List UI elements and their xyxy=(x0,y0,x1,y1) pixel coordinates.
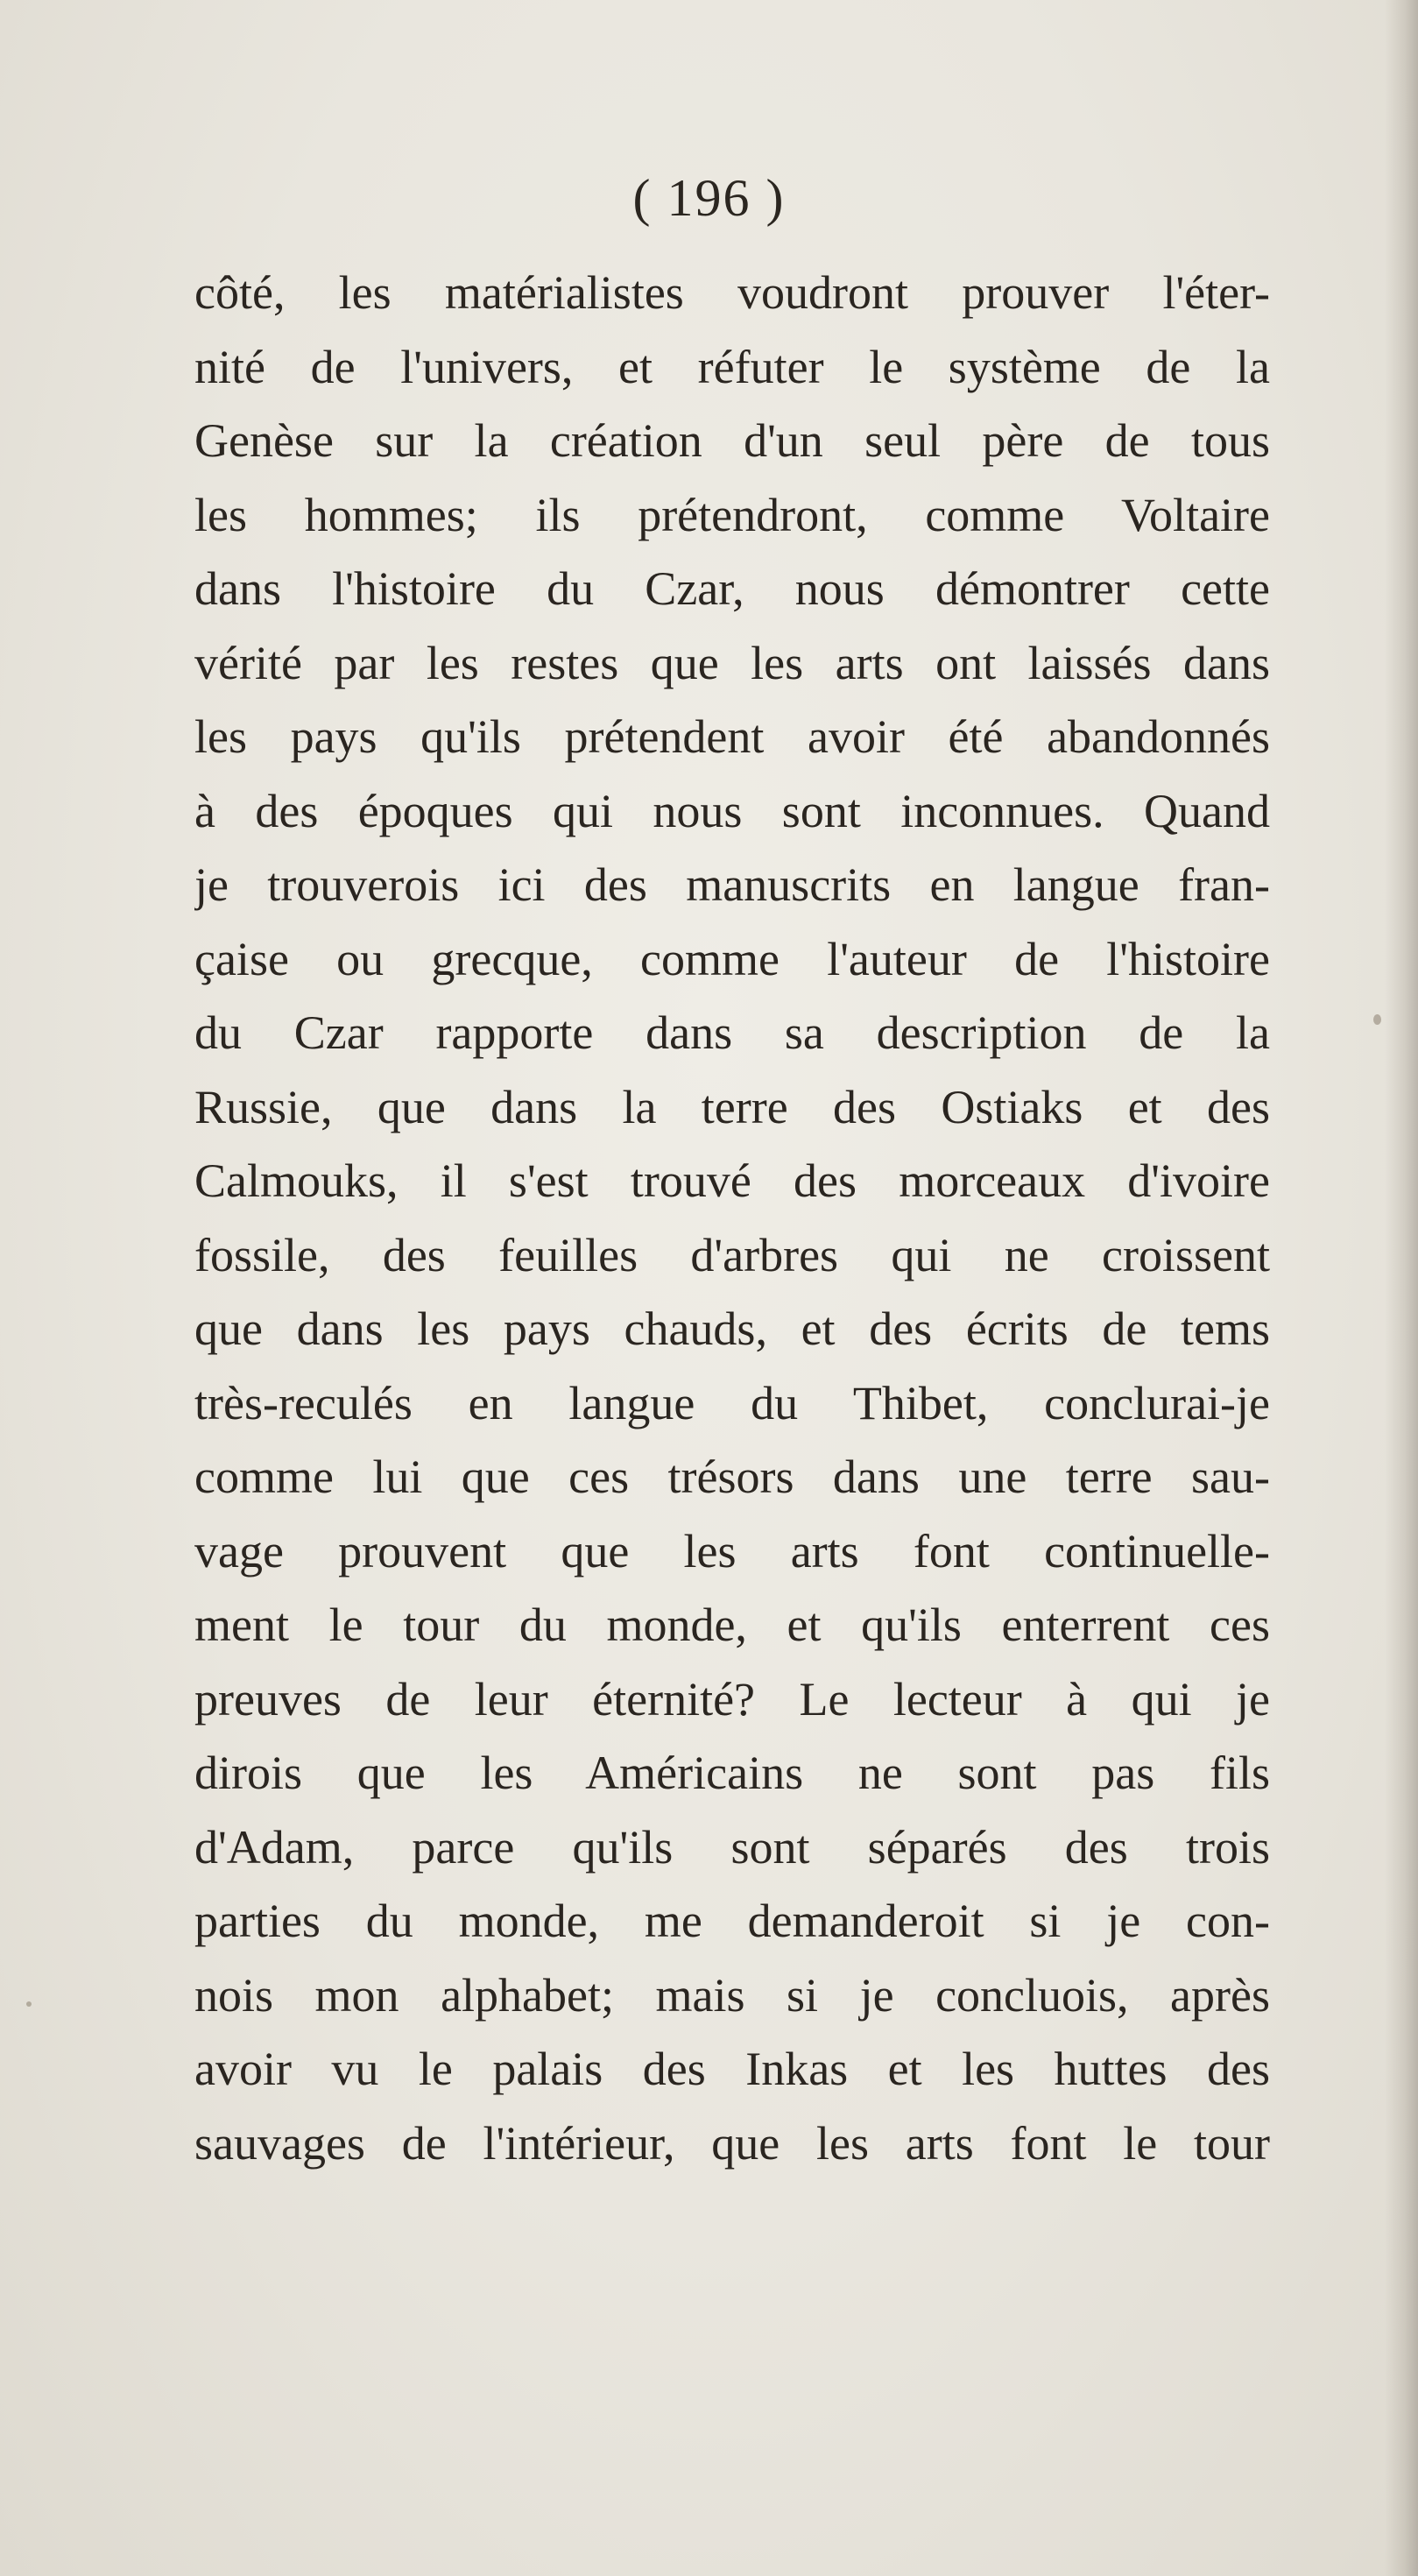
text-line: les hommes; ils prétendront, comme Voltaire xyxy=(194,488,1270,541)
text-line: du Czar rapporte dans sa description de la xyxy=(194,1006,1270,1059)
text-line: que dans les pays chauds, et des écrits de tems xyxy=(194,1302,1270,1355)
text-line: dirois que les Américains ne sont pas fils xyxy=(194,1747,1270,1799)
text-line: vérité par les restes que les arts ont laissés dans xyxy=(194,636,1270,689)
body-text xyxy=(194,256,1270,2180)
text-line: ment le tour du monde, et qu'ils enterrent ces xyxy=(194,1599,1270,1651)
text-line: comme lui que ces trésors dans une terre sau- xyxy=(194,1450,1270,1503)
text-line: à des époques qui nous sont inconnues. Quand xyxy=(194,784,1270,837)
text-line: Calmouks, il s'est trouvé des morceaux d'ivoire xyxy=(194,1154,1270,1207)
text-line: très-reculés en langue du Thibet, conclurai-je xyxy=(194,1376,1270,1429)
text-line: je trouverois ici des manuscrits en langue fran- xyxy=(194,858,1270,911)
text-line: parties du monde, me demanderoit si je con- xyxy=(194,1895,1270,1947)
text-line: Genèse sur la création d'un seul père de tous xyxy=(194,414,1270,467)
text-line: les pays qu'ils prétendent avoir été abandonnés xyxy=(194,710,1270,763)
text-line: vage prouvent que les arts font continuelle- xyxy=(194,1524,1270,1577)
text-line: sauvages de l'intérieur, que les arts font le tour xyxy=(194,2116,1270,2170)
text-line: preuves de leur éternité? Le lecteur à qui je xyxy=(194,1672,1270,1726)
text-line: nois mon alphabet; mais si je concluois, après xyxy=(194,1968,1270,2022)
text-line: fossile, des feuilles d'arbres qui ne croissent xyxy=(194,1228,1270,1281)
page-number-header: ( 196 ) xyxy=(632,169,786,227)
paper-speck xyxy=(26,2001,32,2007)
text-line: avoir vu le palais des Inkas et les huttes des xyxy=(194,2043,1270,2095)
text-line: dans l'histoire du Czar, nous démontrer cette xyxy=(194,562,1270,615)
paper-speck xyxy=(1373,1014,1381,1025)
page-edge-shadow xyxy=(1385,0,1418,2576)
text-line: d'Adam, parce qu'ils sont séparés des trois xyxy=(194,1820,1270,1874)
text-line: côté, les matérialistes voudront prouver l'éter- xyxy=(194,266,1270,319)
text-line: Russie, que dans la terre des Ostiaks et des xyxy=(194,1080,1270,1133)
text-line: çaise ou grecque, comme l'auteur de l'histoire xyxy=(194,932,1270,985)
text-line: nité de l'univers, et réfuter le système de la xyxy=(194,340,1270,393)
